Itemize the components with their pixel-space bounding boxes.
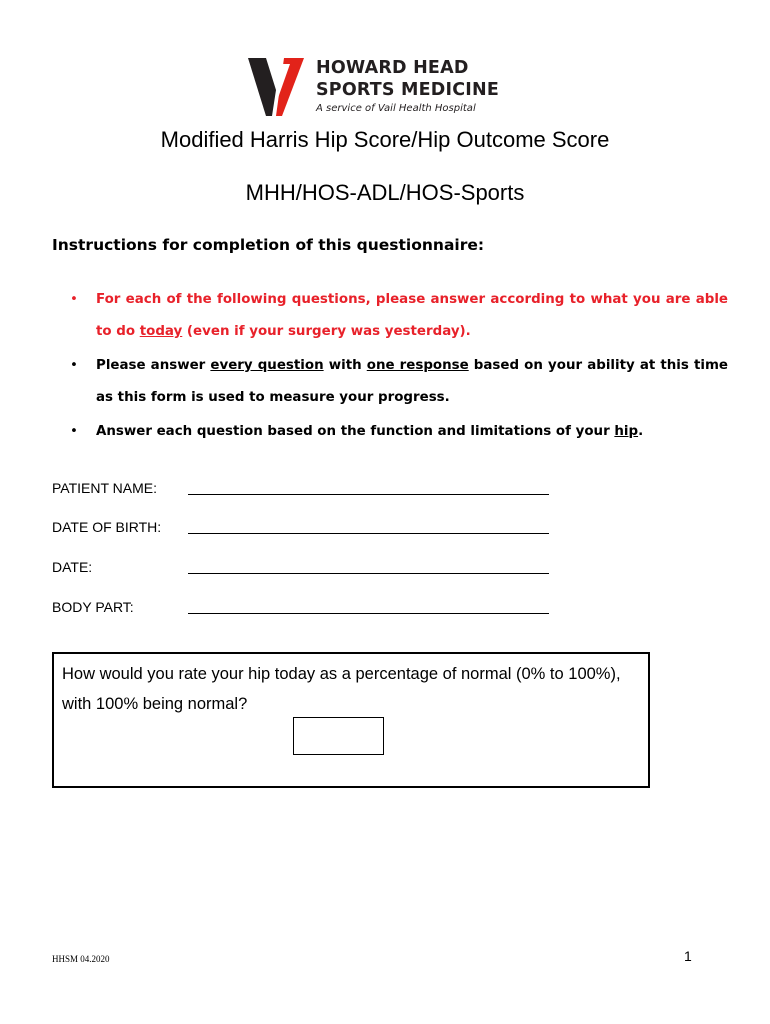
hip-rating-question: How would you rate your hip today as a percentage of normal (0% to 100%), with 100% being normal?	[62, 665, 621, 713]
instruction-item-1: • For each of the following questions, please answer according to what you are able to do today (even if your surgery was yesterday).	[70, 284, 728, 348]
hip-rating-input[interactable]	[293, 717, 384, 755]
date-label: DATE:	[52, 559, 93, 575]
body-part-label: BODY PART:	[52, 599, 134, 615]
body-part-field[interactable]	[188, 613, 549, 614]
logo	[246, 56, 516, 120]
patient-name-field[interactable]	[188, 494, 549, 495]
date-of-birth-field[interactable]	[188, 533, 549, 534]
logo-tagline: A service of Vail Health Hospital	[316, 103, 476, 114]
form-code: HHSM 04.2020	[52, 954, 110, 964]
page-title: Modified Harris Hip Score/Hip Outcome Score	[160, 127, 610, 152]
hip-rating-box	[52, 652, 650, 788]
logo-line-2: SPORTS MEDICINE	[316, 80, 499, 100]
instructions-list	[70, 284, 728, 450]
instructions-heading: Instructions for completion of this questionnaire:	[52, 236, 485, 254]
bullet-icon: •	[70, 424, 78, 439]
date-field[interactable]	[188, 573, 549, 574]
date-of-birth-label: DATE OF BIRTH:	[52, 519, 162, 535]
instruction-item-2: • Please answer every question with one response based on your ability at this time as this form is used to measure your progress.	[70, 350, 728, 414]
bullet-icon: •	[70, 358, 78, 373]
instruction-item-3: • Answer each question based on the function and limitations of your hip.	[70, 416, 728, 448]
patient-name-label: PATIENT NAME:	[52, 480, 158, 496]
logo-line-1: HOWARD HEAD	[316, 58, 469, 78]
howard-head-v-logo-icon	[246, 56, 308, 118]
page-number: 1	[684, 948, 692, 964]
bullet-icon: •	[70, 292, 78, 307]
page-subtitle: MHH/HOS-ADL/HOS-Sports	[245, 180, 525, 205]
